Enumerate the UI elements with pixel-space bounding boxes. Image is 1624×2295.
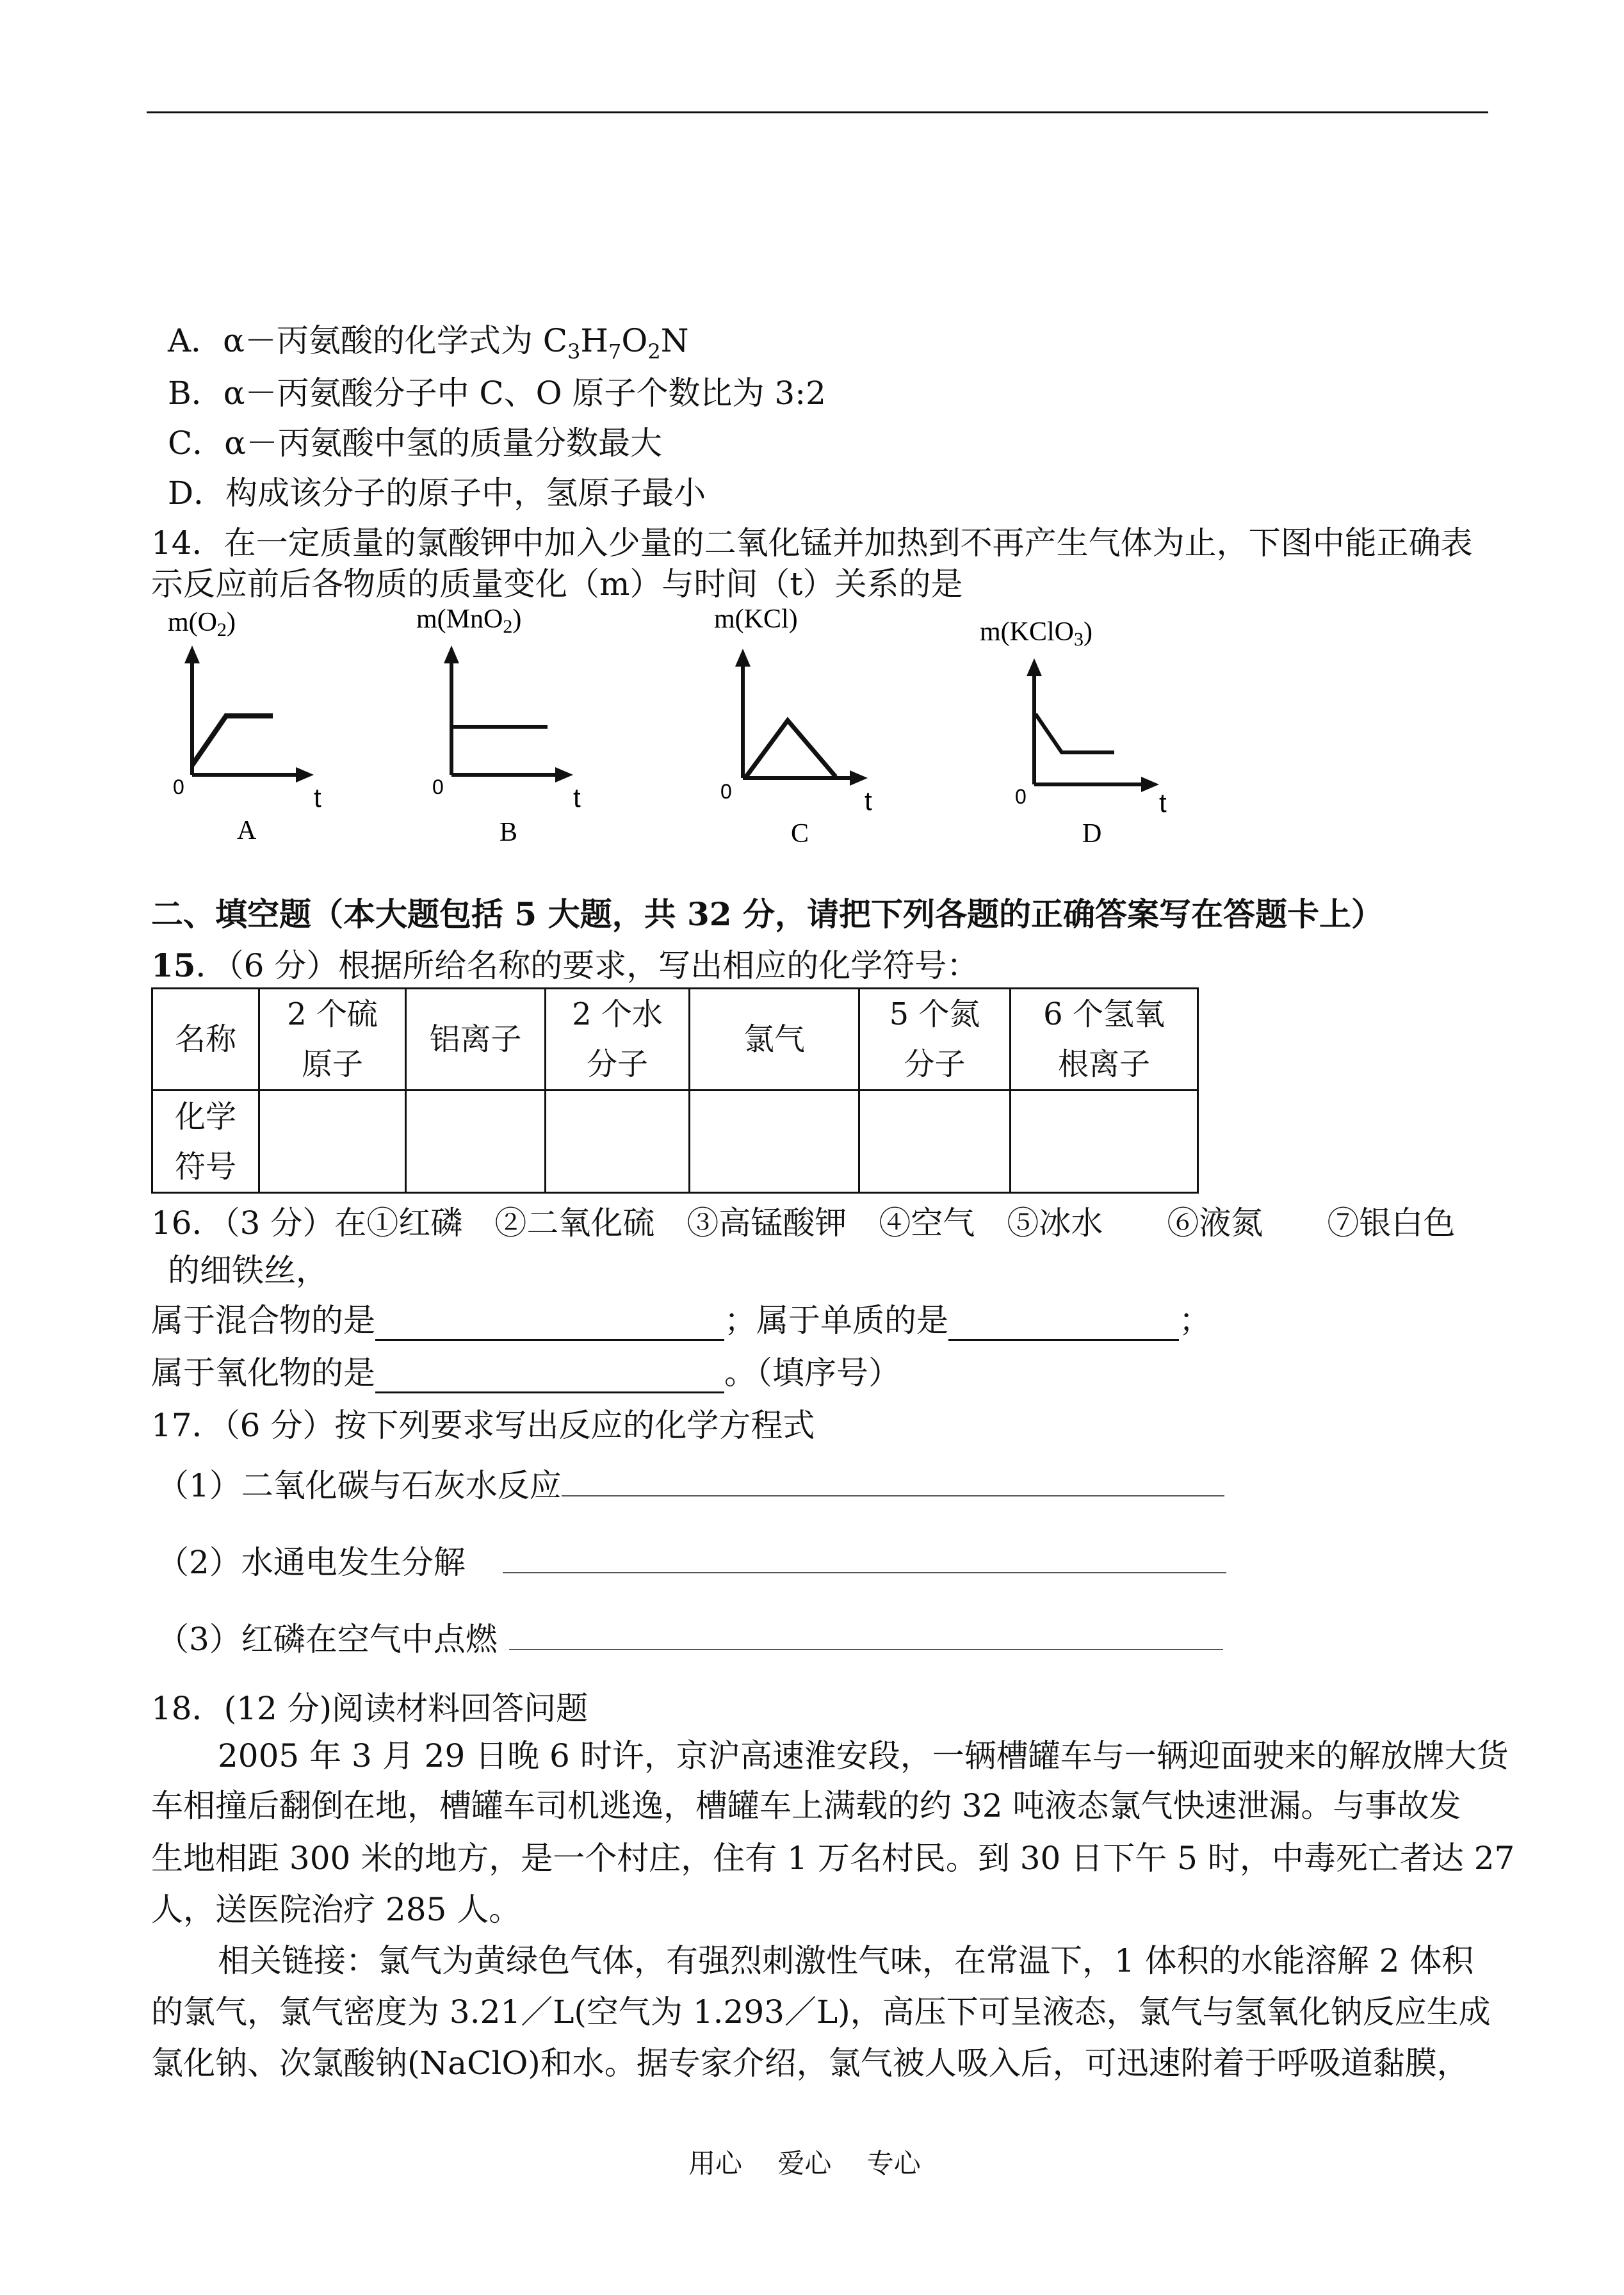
- q15-header-chlorine: 氯气: [690, 989, 859, 1091]
- q16-element-blank[interactable]: [948, 1302, 1179, 1341]
- graph-a-origin: 0: [173, 775, 184, 799]
- graph-c-y-arrow: [735, 649, 751, 667]
- graph-d-ylabel: m(KClO3): [980, 617, 1092, 650]
- graph-a-xlabel: t: [314, 783, 321, 813]
- graph-d: [980, 608, 1185, 872]
- section2-heading: 二、填空题（本大题包括 5 大题，共 32 分，请把下列各题的正确答案写在答题卡上）: [151, 895, 1383, 933]
- graph-a-y-arrow: [184, 645, 200, 663]
- q16-blanks-line2: 属于氧化物的是 。（填序号）: [151, 1347, 900, 1393]
- q17-item-1: （1）二氧化碳与石灰水反应: [157, 1460, 1224, 1506]
- graph-b-origin: 0: [432, 775, 444, 799]
- q16-stem-line1: 16．（3 分）在①红磷 ②二氧化硫 ③高锰酸钾 ④空气 ⑤冰水 ⑥液氮 ⑦银白色: [151, 1204, 1456, 1242]
- graph-b-letter: B: [499, 818, 518, 847]
- q18-para2-line1: 相关链接：氯气为黄绿色气体，有强烈刺激性气味，在常温下，1 体积的水能溶解 2 体积: [218, 1942, 1474, 1979]
- q13-option-d: D．构成该分子的原子中，氢原子最小: [168, 474, 706, 512]
- q17-answer-1[interactable]: [562, 1470, 1224, 1496]
- q18-para1-line2: 车相撞后翻倒在地，槽罐车司机逃逸，槽罐车上满载的约 32 吨液态氯气快速泄漏。与事故发: [151, 1787, 1461, 1824]
- graph-c-ylabel: m(KCl): [714, 604, 798, 634]
- q18-para1-line3: 生地相距 300 米的地方，是一个村庄，住有 1 万名村民。到 30 日下午 5 时，中毒死亡者达 27: [151, 1840, 1515, 1877]
- q15-answer-cell[interactable]: [690, 1091, 859, 1193]
- graph-b: [410, 599, 602, 863]
- q15-header-water: 2 个水 分子: [546, 989, 690, 1091]
- graph-c-letter: C: [791, 819, 809, 848]
- graph-a-letter: A: [237, 816, 257, 845]
- q18-para1-line1: 2005 年 3 月 29 日晚 6 时许，京沪高速淮安段，一辆槽罐车与一辆迎面驶来的解放牌大货: [218, 1737, 1509, 1774]
- q17-stem: 17．（6 分）按下列要求写出反应的化学方程式: [151, 1407, 815, 1444]
- q18-stem: 18．(12 分)阅读材料回答问题: [151, 1690, 589, 1727]
- q17-answer-2[interactable]: [503, 1546, 1226, 1573]
- q15-answer-cell[interactable]: [859, 1091, 1011, 1193]
- graph-b-xlabel: t: [573, 783, 581, 813]
- q13-option-c: C．α－丙氨酸中氢的质量分数最大: [168, 425, 663, 462]
- q16-mixture-blank[interactable]: [375, 1302, 724, 1341]
- q15-header-sulfur: 2 个硫 原子: [259, 989, 406, 1091]
- graph-c-curve: [746, 720, 836, 777]
- graph-c-x-arrow: [850, 770, 868, 786]
- graph-c-xlabel: t: [865, 786, 872, 816]
- q15-stem: 15．（6 分）根据所给名称的要求，写出相应的化学符号：: [151, 946, 979, 984]
- q15-answer-cell[interactable]: [259, 1091, 406, 1193]
- q17-item-3: （3）红磷在空气中点燃: [157, 1614, 1223, 1660]
- graph-d-xlabel: t: [1159, 788, 1167, 818]
- graph-d-letter: D: [1082, 819, 1102, 848]
- q15-header-nitrogen: 5 个氮 分子: [859, 989, 1011, 1091]
- graph-a-curve: [192, 716, 273, 765]
- q16-blanks-line1: 属于混合物的是 ；属于单质的是 ；: [151, 1295, 1211, 1341]
- graph-c: [701, 599, 893, 863]
- graph-c-origin: 0: [720, 780, 732, 803]
- graph-a-ylabel: m(O2): [168, 608, 236, 640]
- q15-header-aluminum-ion: 铝离子: [406, 989, 546, 1091]
- q18-para2-line2: 的氯气，氯气密度为 3.21／L(空气为 1.293／L)，高压下可呈液态，氯气与氢氧化钠反应生成: [151, 1993, 1491, 2031]
- graph-d-curve: [1035, 714, 1114, 752]
- q16-oxide-blank[interactable]: [375, 1354, 724, 1393]
- header-rule: [147, 111, 1488, 113]
- q15-table: [151, 987, 1199, 1194]
- q17-item-2: （2）水通电发生分解: [157, 1537, 1226, 1583]
- q15-answer-cell[interactable]: [546, 1091, 690, 1193]
- q18-para2-line3: 氯化钠、次氯酸钠(NaClO)和水。据专家介绍，氯气被人吸入后，可迅速附着于呼吸道黏膜，: [151, 2045, 1469, 2082]
- graph-b-x-arrow: [555, 767, 573, 783]
- graph-d-y-arrow: [1027, 658, 1042, 676]
- q18-para1-line4: 人，送医院治疗 285 人。: [151, 1891, 521, 1928]
- graph-d-x-arrow: [1141, 777, 1159, 792]
- q14-stem-line1: 14．在一定质量的氯酸钾中加入少量的二氧化锰并加热到不再产生气体为止，下图中能正确表: [151, 524, 1473, 562]
- q15-header-hydroxide: 6 个氢氧 根离子: [1011, 989, 1198, 1091]
- q14-stem-line2: 示反应前后各物质的质量变化（m）与时间（t）关系的是: [151, 565, 963, 603]
- q15-answer-cell[interactable]: [406, 1091, 546, 1193]
- graph-a-x-arrow: [296, 767, 314, 783]
- q16-stem-line2: 的细铁丝，: [168, 1252, 328, 1289]
- graph-d-origin: 0: [1015, 785, 1027, 808]
- q13-option-b: B．α－丙氨酸分子中 C、O 原子个数比为 3:2: [168, 375, 826, 412]
- q17-answer-3[interactable]: [509, 1623, 1223, 1650]
- q15-answer-cell[interactable]: [1011, 1091, 1198, 1193]
- graph-b-ylabel: m(MnO2): [416, 604, 522, 637]
- graph-b-y-arrow: [444, 645, 459, 663]
- graph-a: [154, 602, 346, 866]
- page-footer: 用心 爱心 专心: [688, 2148, 921, 2179]
- q15-header-name: 名称: [152, 989, 259, 1091]
- q13-option-a: A．α－丙氨酸的化学式为 $C_3H_7O_2N$: [168, 322, 689, 364]
- q15-row-symbol-label: 化学 符号: [152, 1091, 259, 1193]
